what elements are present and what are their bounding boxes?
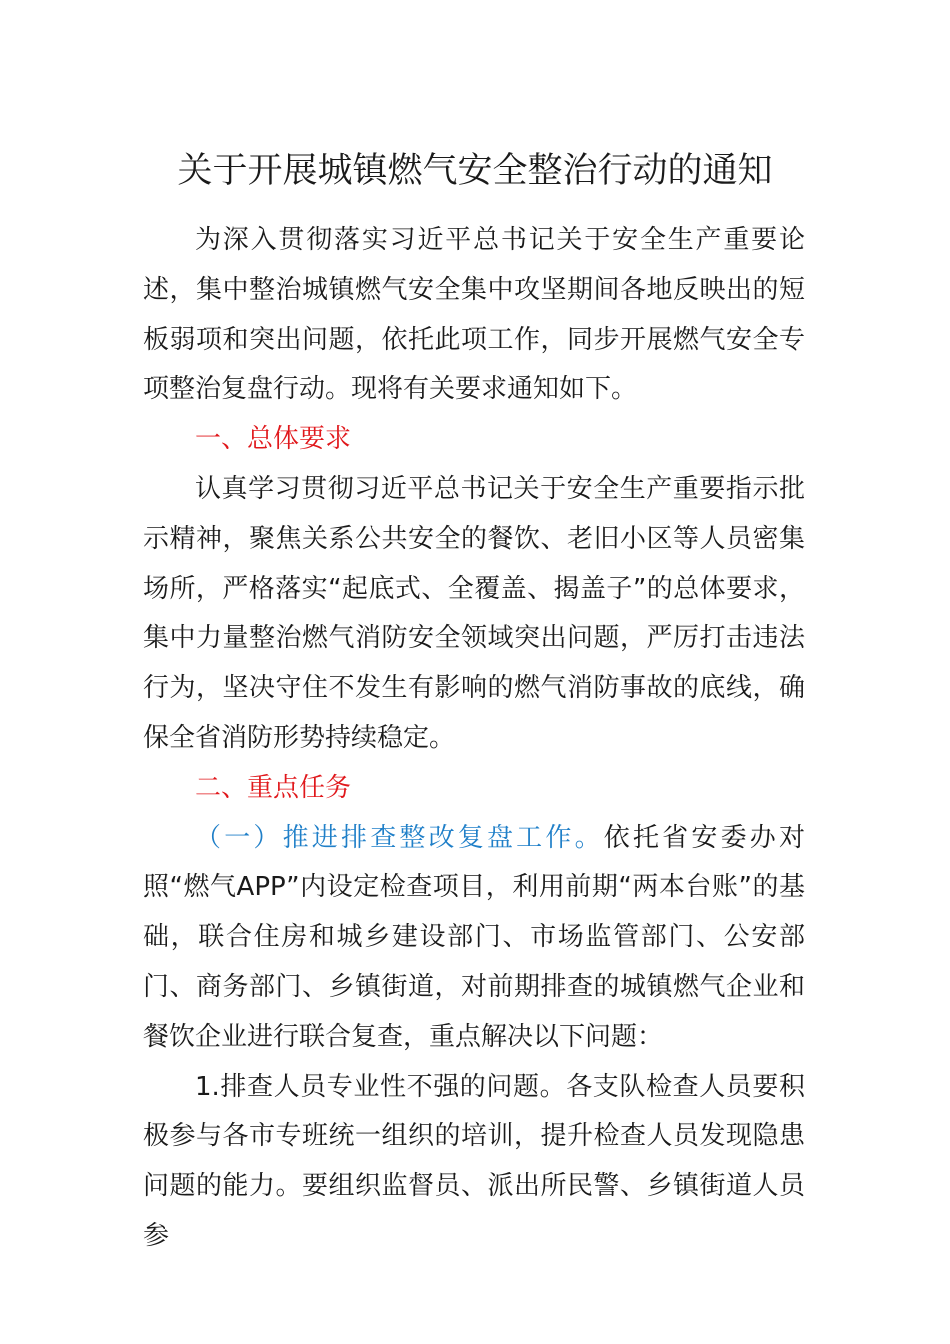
intro-paragraph: 为深入贯彻落实习近平总书记关于安全生产重要论述，集中整治城镇燃气安全集中攻坚期间各地反映出的短板弱项和突出问题，依托此项工作，同步开展燃气安全专项整治复盘行动。现将有关要求通知如下。 bbox=[143, 225, 805, 405]
section-heading-key-tasks: 二、重点任务 bbox=[195, 772, 352, 803]
subsection-heading-1: （一）推进排查整改复盘工作。 bbox=[195, 822, 604, 853]
document-body bbox=[143, 216, 805, 1262]
document-title: 关于开展城镇燃气安全整治行动的通知 bbox=[177, 151, 773, 191]
general-requirements-paragraph: 认真学习贯彻习近平总书记关于安全生产重要指示批示精神，聚焦关系公共安全的餐饮、老旧小区等人员密集场所，严格落实“起底式、全覆盖、揭盖子”的总体要求，集中力量整治燃气消防安全领域突出问题，严厉打击违法行为，坚决守住不发生有影响的燃气消防事故的底线，确保全省消防形势持续稳定。 bbox=[143, 473, 805, 753]
section-heading-general-requirements: 一、总体要求 bbox=[195, 424, 352, 455]
list-item-1: 1.排查人员专业性不强的问题。各支队检查人员要积极参与各市专班统一组织的培训，提升检查人员发现隐患问题的能力。要组织监督员、派出所民警、乡镇街道人员参 bbox=[143, 1071, 805, 1251]
subsection-paragraph-1 bbox=[143, 814, 805, 1063]
subsection-text-1: 依托省安委办对照“燃气APP”内设定检查项目，利用前期“两本台账”的基础，联合住房和城乡建设部门、市场监管部门、公安部门、商务部门、乡镇街道，对前期排查的城镇燃气企业和餐饮企业进行联合复查，重点解决以下问题： bbox=[143, 822, 805, 1052]
